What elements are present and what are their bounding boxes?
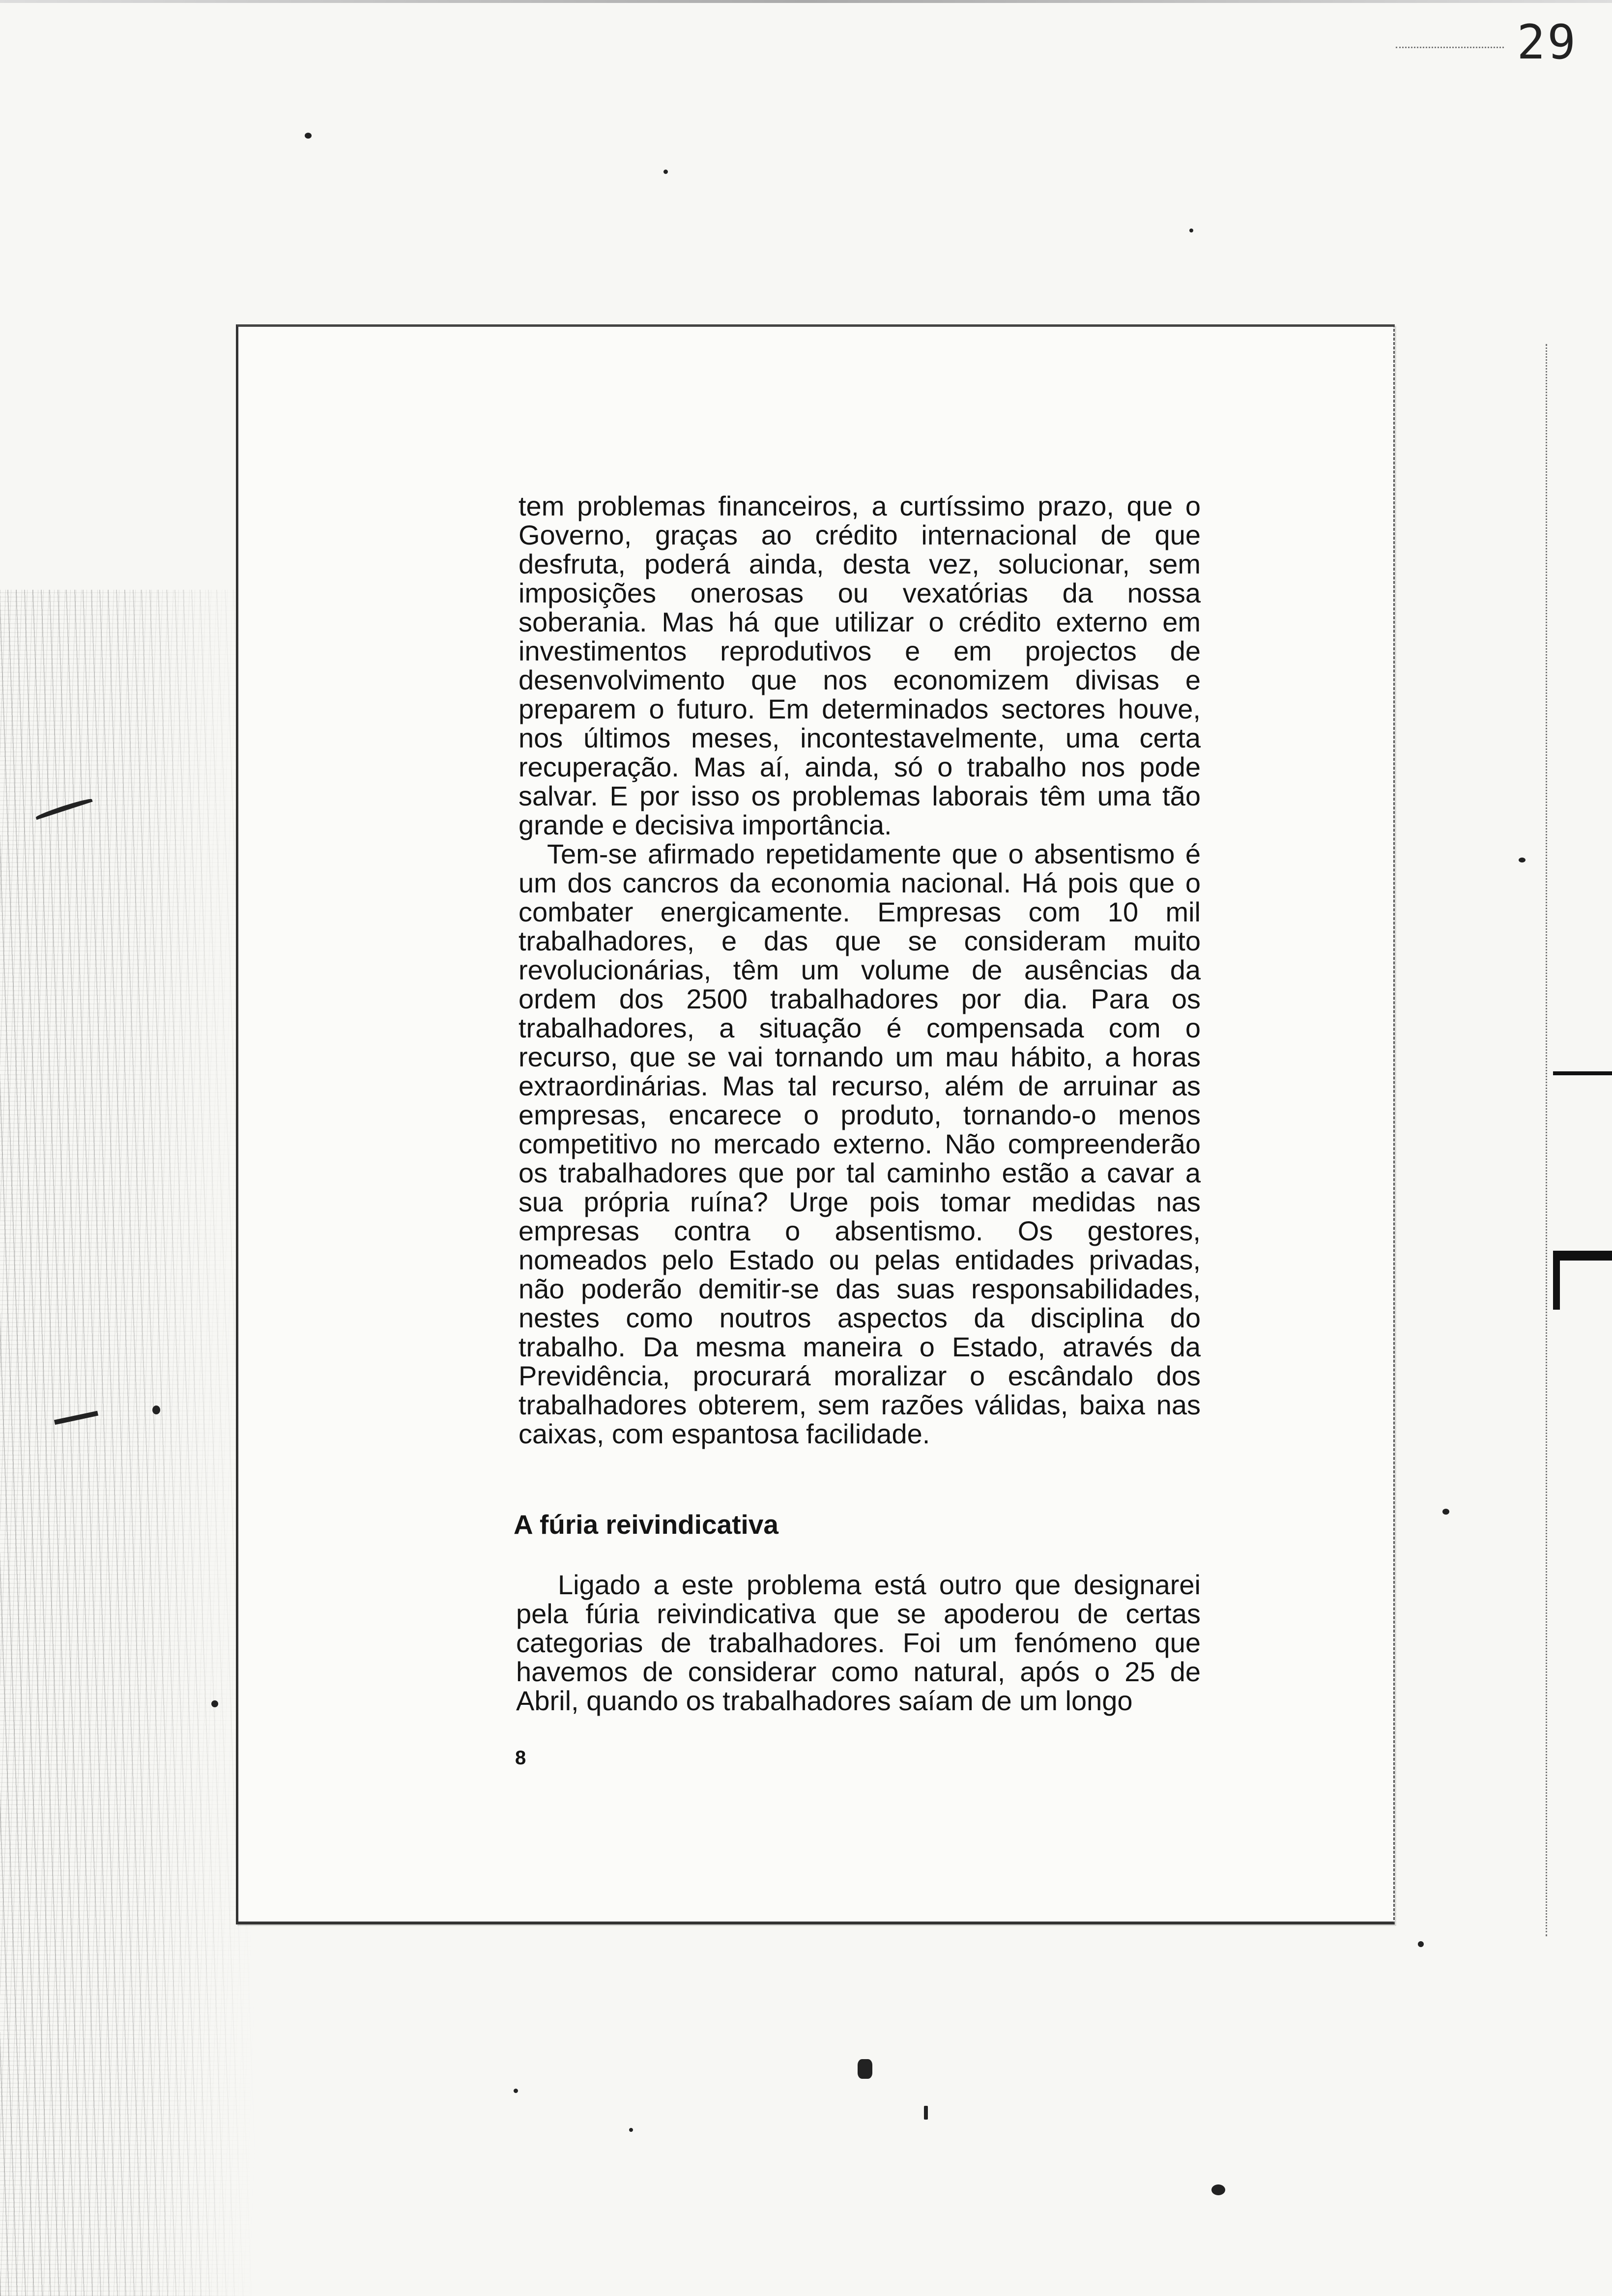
scan-speck xyxy=(1189,229,1193,232)
scan-right-tab xyxy=(1553,1251,1612,1261)
section-body xyxy=(516,1570,1201,1715)
scan-speck xyxy=(858,2059,872,2079)
archive-page-number: 29 xyxy=(1517,15,1578,70)
scan-top-edge xyxy=(0,0,1612,3)
paragraph: Tem-se afirmado repetidamente que o absentismo é um dos cancros da economia nacional. Há pois que o combater energicamente. Empresas com 10 mil trabalhadores, e das que se consideram muito revolucionárias, têm um volume de ausências da ordem dos 2500 trabalhadores por dia. Para os trabalhadores, a situação é compensada com o recurso, que se vai tornando um mau hábito, a horas extraordinárias. Mas tal recurso, além de arruinar as empresas, encarece o produto, tornando-o menos competitivo no mercado externo. Não compreenderão os trabalhadores que por tal caminho estão a cavar a sua própria ruína? Urge pois tomar medidas nas empresas contra o absentismo. Os gestores, nomeados pelo Estado ou pelas entidades privadas, não poderão demitir-se das suas responsabilidades, nestes como noutros aspectos da disciplina do trabalho. Da mesma maneira o Estado, através da Previdência, procurará moralizar o escândalo dos trabalhadores obterem, sem razões válidas, baixa nas caixas, com espantosa facilidade. xyxy=(518,838,1201,1449)
document-body xyxy=(518,491,1201,1448)
scan-speck xyxy=(1211,2184,1225,2195)
paragraph: tem problemas financeiros, a curtíssimo prazo, que o Governo, graças ao crédito internacional de que desfruta, poderá ainda, desta vez, solucionar, sem imposições onerosas ou vexatórias da nossa soberania. Mas há que utilizar o crédito externo em investimentos reprodutivos e em projectos de desenvolvimento que nos economizem divisas e preparem o futuro. Em determinados sectores houve, nos últimos meses, incontestavelmente, uma certa recuperação. Mas aí, ainda, só o trabalho nos pode salvar. E por isso os problemas laborais têm uma tão grande e decisiva importância. xyxy=(518,490,1201,840)
scan-speck xyxy=(152,1406,160,1414)
scan-speck xyxy=(1418,1941,1424,1947)
archive-dash xyxy=(1396,47,1504,48)
scan-right-edge-line xyxy=(1546,344,1547,1936)
paragraph: Ligado a este problema está outro que designarei pela fúria reivindicativa que se apoderou de certas categorias de trabalhadores. Foi um fenómeno que havemos de considerar como natural, após o 25 de Abril, quando os trabalhadores saíam de um longo xyxy=(516,1569,1201,1716)
scan-speck xyxy=(663,170,668,174)
scan-right-tab xyxy=(1553,1251,1560,1310)
scan-speck xyxy=(514,2089,518,2093)
scan-speck xyxy=(1442,1509,1449,1515)
section-heading: A fúria reivindicativa xyxy=(514,1509,778,1540)
scan-left-noise xyxy=(0,590,256,2296)
scan-speck xyxy=(211,1700,218,1707)
scan-speck xyxy=(305,133,312,139)
scan-speck xyxy=(924,2106,928,2120)
scan-speck xyxy=(629,2128,633,2132)
scan-speck xyxy=(1519,858,1526,862)
scan-right-tab xyxy=(1553,1071,1612,1075)
page-number: 8 xyxy=(515,1747,526,1769)
